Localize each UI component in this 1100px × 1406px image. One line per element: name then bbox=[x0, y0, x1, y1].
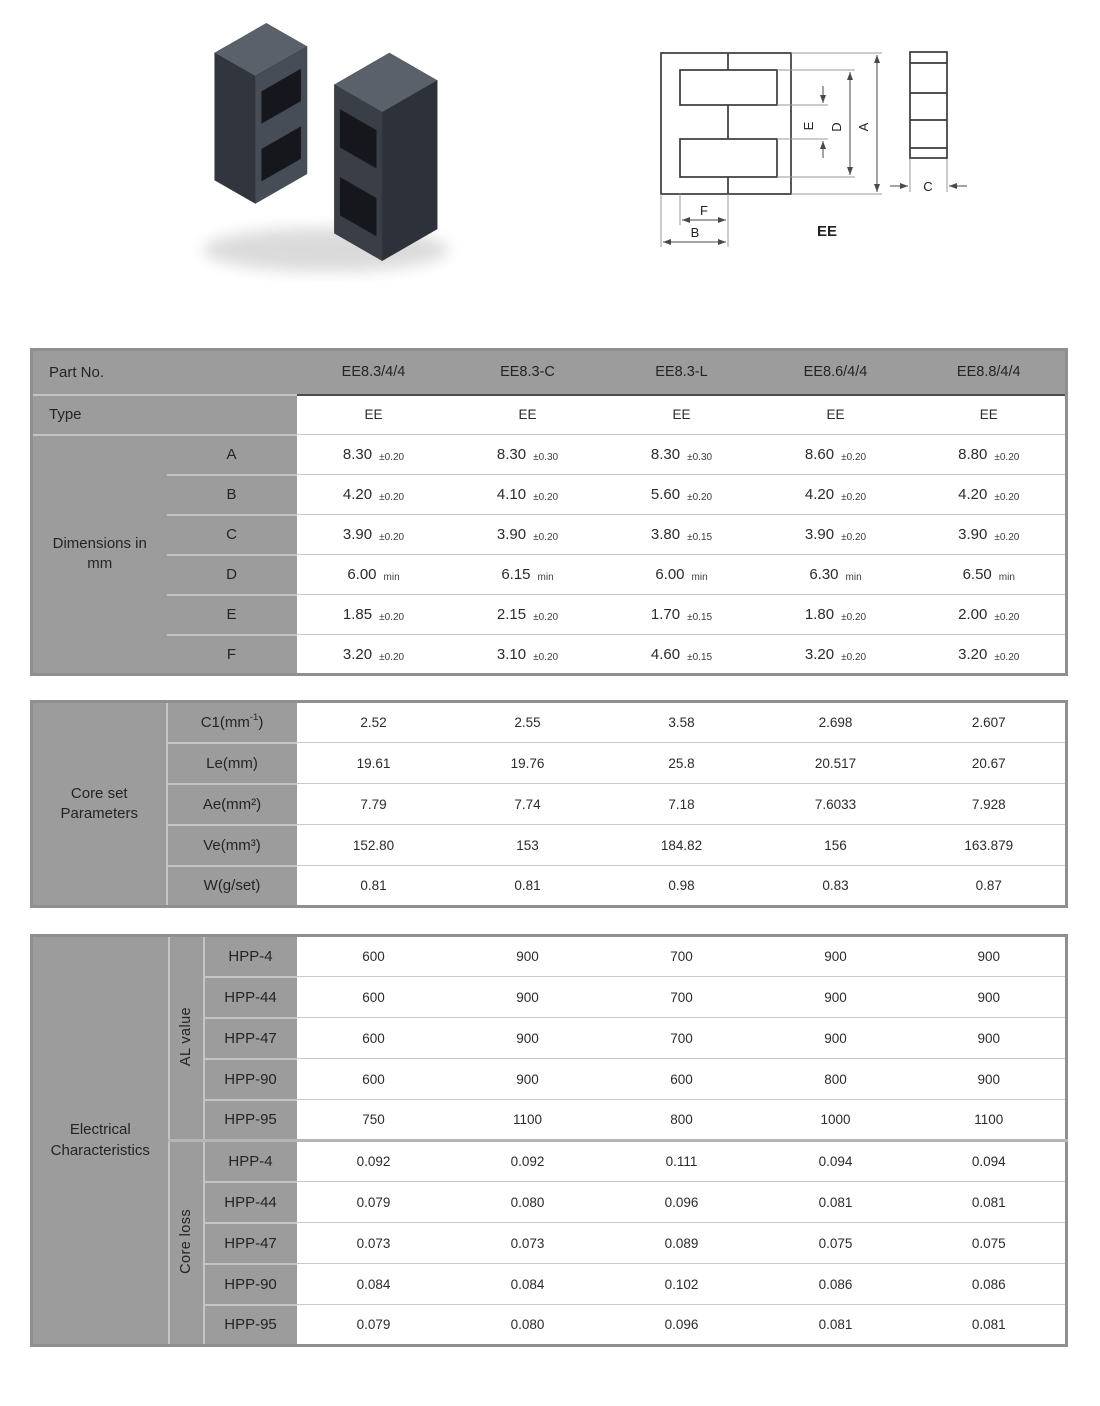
dimension-tolerance: ±0.20 bbox=[533, 651, 559, 663]
dimension-value-cell bbox=[759, 635, 913, 675]
dimension-value: 8.30 bbox=[650, 446, 681, 463]
dimension-value-cell bbox=[605, 635, 759, 675]
core-set-row bbox=[32, 825, 1067, 866]
dimension-value-cell bbox=[759, 475, 913, 515]
electrical-value: 0.081 bbox=[913, 1182, 1067, 1223]
type-value: EE bbox=[913, 395, 1067, 435]
dimension-value: 3.20 bbox=[804, 645, 835, 663]
dimension-value: 4.60 bbox=[650, 645, 681, 663]
type-row bbox=[32, 395, 1067, 435]
electrical-row bbox=[32, 936, 1067, 977]
parameter-value: 2.698 bbox=[818, 715, 853, 730]
electrical-value: 900 bbox=[759, 977, 913, 1018]
dimension-value: 2.15 bbox=[496, 606, 527, 623]
dim-label-d: D bbox=[829, 122, 844, 132]
material-label: HPP-4 bbox=[204, 1141, 297, 1182]
electrical-value: 900 bbox=[516, 949, 539, 964]
material-label: HPP-95 bbox=[204, 1100, 297, 1141]
dimension-tolerance: ±0.20 bbox=[841, 492, 867, 503]
electrical-value: 0.086 bbox=[759, 1264, 913, 1305]
dimension-value: 5.60 bbox=[650, 486, 681, 503]
dimension-value: 3.20 bbox=[342, 645, 373, 663]
dimension-tolerance: ±0.20 bbox=[841, 532, 867, 543]
parameter-value: 0.81 bbox=[451, 866, 605, 907]
section-label-text: AL value bbox=[178, 1006, 194, 1067]
electrical-value: 900 bbox=[913, 977, 1067, 1018]
dimension-value: 6.00 bbox=[655, 566, 685, 583]
material-label: HPP-47 bbox=[204, 1018, 297, 1059]
dimension-value: 2.00 bbox=[958, 606, 988, 623]
left-e-core bbox=[215, 23, 307, 203]
dimension-tolerance: ±0.20 bbox=[994, 492, 1020, 503]
material-label: HPP-44 bbox=[204, 977, 297, 1018]
dimension-tolerance: ±0.30 bbox=[687, 452, 713, 463]
dimension-tolerance: ±0.20 bbox=[994, 532, 1020, 543]
electrical-value: 600 bbox=[297, 1018, 451, 1059]
type-value: EE bbox=[605, 395, 759, 435]
dimension-drawing bbox=[615, 18, 1085, 268]
dimension-row bbox=[32, 555, 1067, 595]
dimension-value: 8.30 bbox=[496, 446, 527, 463]
dimension-tolerance: min bbox=[383, 572, 400, 583]
electrical-value: 0.102 bbox=[605, 1264, 759, 1305]
dimension-value-cell bbox=[451, 555, 605, 595]
electrical-value: 0.080 bbox=[451, 1182, 605, 1223]
electrical-value: 900 bbox=[913, 1059, 1067, 1100]
dimension-value: 3.10 bbox=[496, 645, 527, 663]
dimension-tolerance: ±0.15 bbox=[687, 651, 713, 663]
front-view-outline bbox=[661, 53, 791, 194]
core-set-row bbox=[32, 702, 1067, 743]
dimension-value: 3.90 bbox=[804, 526, 835, 543]
dimension-tolerance: ±0.20 bbox=[379, 651, 405, 663]
electrical-value: 0.081 bbox=[913, 1305, 1067, 1346]
dimension-value: 8.80 bbox=[958, 446, 988, 463]
dimension-value-cell bbox=[759, 595, 913, 635]
electrical-value: 0.092 bbox=[451, 1141, 605, 1182]
dimension-value: 1.85 bbox=[342, 606, 373, 623]
hero-section bbox=[0, 0, 1100, 300]
dimension-row bbox=[32, 515, 1067, 555]
electrical-value: 700 bbox=[605, 1018, 759, 1059]
electrical-value: 700 bbox=[670, 949, 693, 964]
electrical-value: 0.094 bbox=[759, 1141, 913, 1182]
dimension-value: 6.00 bbox=[347, 566, 377, 583]
electrical-value: 0.084 bbox=[451, 1264, 605, 1305]
parameter-value: 0.98 bbox=[605, 866, 759, 907]
dimension-value-cell bbox=[451, 635, 605, 675]
parameter-value: 163.879 bbox=[913, 825, 1067, 866]
dimension-value: 3.90 bbox=[342, 526, 373, 543]
electrical-value: 0.080 bbox=[451, 1305, 605, 1346]
side-view-outline bbox=[910, 52, 947, 158]
electrical-value: 700 bbox=[605, 977, 759, 1018]
dimension-value: 3.90 bbox=[496, 526, 527, 543]
electrical-value: 0.092 bbox=[297, 1141, 451, 1182]
dimension-value-cell bbox=[451, 435, 605, 475]
material-label: HPP-47 bbox=[204, 1223, 297, 1264]
dim-label-a: A bbox=[856, 122, 871, 132]
parameter-value: 19.61 bbox=[297, 743, 451, 784]
dimension-tolerance: ±0.20 bbox=[379, 452, 405, 463]
dimension-value-cell bbox=[913, 555, 1067, 595]
dimension-value-cell bbox=[297, 555, 451, 595]
dimension-value: 1.80 bbox=[804, 606, 835, 623]
electrical-value: 0.073 bbox=[451, 1223, 605, 1264]
parameter-value: 153 bbox=[451, 825, 605, 866]
dimension-tolerance: min bbox=[537, 572, 554, 583]
core-set-parameters-table bbox=[30, 700, 1068, 908]
electrical-value: 0.075 bbox=[759, 1223, 913, 1264]
dimension-letter: B bbox=[167, 475, 297, 515]
parameter-value: 2.52 bbox=[360, 715, 387, 730]
core-set-row bbox=[32, 743, 1067, 784]
parameter-value: 20.67 bbox=[913, 743, 1067, 784]
dimension-value-cell bbox=[913, 475, 1067, 515]
dimension-tolerance: min bbox=[998, 572, 1015, 583]
dimension-value: 8.60 bbox=[804, 446, 835, 463]
dimension-tolerance: ±0.15 bbox=[687, 612, 713, 623]
dimension-tolerance: ±0.20 bbox=[994, 651, 1020, 663]
electrical-value: 0.089 bbox=[605, 1223, 759, 1264]
section-label-core-loss bbox=[169, 1141, 204, 1346]
dimension-value-cell bbox=[297, 475, 451, 515]
dimension-letter: E bbox=[167, 595, 297, 635]
material-label: HPP-44 bbox=[204, 1182, 297, 1223]
type-value: EE bbox=[297, 395, 451, 435]
dimension-value-cell bbox=[297, 515, 451, 555]
dimension-value: 4.20 bbox=[804, 486, 835, 503]
material-label: HPP-90 bbox=[204, 1264, 297, 1305]
dimension-row bbox=[32, 475, 1067, 515]
parameter-value: 0.87 bbox=[913, 866, 1067, 907]
dimension-value-cell bbox=[605, 475, 759, 515]
dimension-value-cell bbox=[297, 635, 451, 675]
dimension-value: 6.15 bbox=[501, 566, 531, 583]
part-number-column-header: EE8.6/4/4 bbox=[759, 350, 913, 395]
dimension-value-cell bbox=[913, 595, 1067, 635]
electrical-value: 600 bbox=[605, 1059, 759, 1100]
electrical-value: 900 bbox=[451, 1059, 605, 1100]
dimension-tolerance: ±0.20 bbox=[687, 492, 713, 503]
dimension-tolerance: ±0.15 bbox=[687, 532, 713, 543]
parameter-value: 25.8 bbox=[605, 743, 759, 784]
part-no-header-row bbox=[32, 350, 1067, 395]
part-no-label: Part No. bbox=[32, 350, 297, 395]
dimension-value: 1.70 bbox=[650, 606, 681, 623]
parameter-value: 7.18 bbox=[605, 784, 759, 825]
dimension-row bbox=[32, 635, 1067, 675]
electrical-value: 600 bbox=[362, 949, 385, 964]
dimension-row bbox=[32, 435, 1067, 475]
core-3d-image bbox=[140, 2, 520, 282]
dim-label-e: E bbox=[801, 121, 816, 131]
dimension-tolerance: min bbox=[845, 572, 862, 583]
electrical-value: 1100 bbox=[913, 1100, 1067, 1141]
dimension-tolerance: ±0.20 bbox=[841, 452, 867, 463]
electrical-value: 1000 bbox=[759, 1100, 913, 1141]
electrical-value: 900 bbox=[977, 949, 1001, 964]
electrical-value: 900 bbox=[451, 977, 605, 1018]
dimension-tolerance: min bbox=[691, 572, 708, 583]
electrical-row bbox=[32, 1141, 1067, 1182]
dimension-tolerance: ±0.20 bbox=[379, 492, 405, 503]
electrical-value: 0.075 bbox=[913, 1223, 1067, 1264]
section-label-al-value bbox=[169, 936, 204, 1141]
electrical-value: 0.084 bbox=[297, 1264, 451, 1305]
dimension-value: 3.90 bbox=[958, 526, 988, 543]
parameter-value: 3.58 bbox=[668, 715, 695, 730]
parameter-value: 156 bbox=[759, 825, 913, 866]
dimensions-group-label: Dimensions in mm bbox=[32, 435, 167, 675]
dimension-tolerance: ±0.20 bbox=[994, 612, 1020, 623]
right-e-core bbox=[334, 53, 437, 261]
dim-label-b: B bbox=[690, 225, 700, 240]
dimension-tolerance: ±0.20 bbox=[379, 612, 405, 623]
dimension-value-cell bbox=[297, 595, 451, 635]
dimension-value: 6.30 bbox=[809, 566, 839, 583]
electrical-value: 0.073 bbox=[297, 1223, 451, 1264]
dimension-value-cell bbox=[605, 515, 759, 555]
parameter-label: Ve(mm³) bbox=[167, 825, 297, 866]
drawing-caption: EE bbox=[816, 223, 838, 240]
dimension-value-cell bbox=[297, 435, 451, 475]
dimension-tolerance: ±0.20 bbox=[533, 492, 559, 503]
material-label: HPP-90 bbox=[204, 1059, 297, 1100]
section-label-text: Core loss bbox=[178, 1209, 194, 1274]
dimension-value: 8.30 bbox=[342, 446, 373, 463]
electrical-value: 0.079 bbox=[297, 1182, 451, 1223]
dimension-tolerance: ±0.20 bbox=[379, 532, 405, 543]
dimension-value: 4.10 bbox=[496, 486, 527, 503]
electrical-value: 0.096 bbox=[605, 1305, 759, 1346]
parameter-label: Le(mm) bbox=[167, 743, 297, 784]
parameter-value: 152.80 bbox=[297, 825, 451, 866]
core-set-group-label: Core set Parameters bbox=[32, 702, 167, 907]
dimension-value-cell bbox=[913, 515, 1067, 555]
electrical-value: 0.086 bbox=[913, 1264, 1067, 1305]
electrical-value: 0.111 bbox=[605, 1141, 759, 1182]
electrical-value: 600 bbox=[297, 1059, 451, 1100]
part-number-column-header: EE8.8/4/4 bbox=[913, 350, 1067, 395]
type-label: Type bbox=[32, 395, 297, 435]
dimension-value-cell bbox=[451, 475, 605, 515]
electrical-value: 0.079 bbox=[297, 1305, 451, 1346]
parameter-label: Ae(mm²) bbox=[167, 784, 297, 825]
part-number-column-header: EE8.3-C bbox=[451, 350, 605, 395]
dimension-tolerance: ±0.30 bbox=[533, 452, 559, 463]
part-number-column-header: EE8.3/4/4 bbox=[297, 350, 451, 395]
parameter-value: 2.55 bbox=[514, 715, 541, 730]
dimension-value-cell bbox=[451, 515, 605, 555]
dimension-value: 4.20 bbox=[958, 486, 988, 503]
electrical-value: 0.096 bbox=[605, 1182, 759, 1223]
dimension-value-cell bbox=[605, 435, 759, 475]
parameter-value: 7.928 bbox=[913, 784, 1067, 825]
parameter-label: W(g/set) bbox=[167, 866, 297, 907]
parameter-value: 0.83 bbox=[759, 866, 913, 907]
dimension-letter: A bbox=[167, 435, 297, 475]
core-set-row bbox=[32, 784, 1067, 825]
dimension-value: 3.20 bbox=[958, 645, 988, 663]
type-value: EE bbox=[759, 395, 913, 435]
dimension-value: 6.50 bbox=[962, 566, 992, 583]
electrical-value: 750 bbox=[297, 1100, 451, 1141]
type-value: EE bbox=[451, 395, 605, 435]
dimension-letter: C bbox=[167, 515, 297, 555]
dimension-letter: F bbox=[167, 635, 297, 675]
dimension-row bbox=[32, 595, 1067, 635]
dimension-value-cell bbox=[759, 555, 913, 595]
dimension-value: 3.80 bbox=[650, 526, 681, 543]
electrical-value: 800 bbox=[759, 1059, 913, 1100]
parameter-value: 2.607 bbox=[971, 715, 1006, 730]
electrical-value: 0.094 bbox=[913, 1141, 1067, 1182]
dimension-value-cell bbox=[605, 595, 759, 635]
parameter-label: $C1(mm^{-1})$ bbox=[167, 702, 297, 743]
electrical-value: 900 bbox=[759, 1018, 913, 1059]
material-label: HPP-4 bbox=[204, 936, 297, 977]
dimension-value-cell bbox=[913, 635, 1067, 675]
dimension-tolerance: ±0.20 bbox=[841, 651, 867, 663]
electrical-value: 900 bbox=[824, 949, 847, 964]
part-number-column-header: EE8.3-L bbox=[605, 350, 759, 395]
electrical-value: 600 bbox=[297, 977, 451, 1018]
electrical-value: 900 bbox=[451, 1018, 605, 1059]
dimension-value-cell bbox=[605, 555, 759, 595]
parameter-value: 20.517 bbox=[759, 743, 913, 784]
dimension-value-cell bbox=[451, 595, 605, 635]
material-label: HPP-95 bbox=[204, 1305, 297, 1346]
parameter-value: 7.79 bbox=[297, 784, 451, 825]
parameter-value: 7.6033 bbox=[759, 784, 913, 825]
dim-label-f: F bbox=[700, 203, 708, 218]
parameter-value: 184.82 bbox=[605, 825, 759, 866]
parameter-value: 19.76 bbox=[451, 743, 605, 784]
electrical-value: 900 bbox=[913, 1018, 1067, 1059]
dimension-value-cell bbox=[759, 515, 913, 555]
dim-label-c: C bbox=[923, 179, 933, 194]
parameter-value: 0.81 bbox=[297, 866, 451, 907]
dimension-tolerance: ±0.20 bbox=[533, 612, 559, 623]
dimension-value-cell bbox=[759, 435, 913, 475]
electrical-group-label: Electrical Characteristics bbox=[32, 936, 169, 1346]
dimension-tolerance: ±0.20 bbox=[994, 452, 1020, 463]
dimensions-table bbox=[30, 348, 1068, 676]
dimension-value-cell bbox=[913, 435, 1067, 475]
core-set-row bbox=[32, 866, 1067, 907]
dimension-letter: D bbox=[167, 555, 297, 595]
electrical-characteristics-table bbox=[30, 934, 1068, 1347]
dimension-value: 4.20 bbox=[342, 486, 373, 503]
dimension-tolerance: ±0.20 bbox=[841, 612, 867, 623]
electrical-value: 0.081 bbox=[759, 1305, 913, 1346]
electrical-value: 800 bbox=[605, 1100, 759, 1141]
electrical-value: 0.081 bbox=[759, 1182, 913, 1223]
electrical-value: 1100 bbox=[451, 1100, 605, 1141]
dimension-tolerance: ±0.20 bbox=[533, 532, 559, 543]
parameter-value: 7.74 bbox=[451, 784, 605, 825]
